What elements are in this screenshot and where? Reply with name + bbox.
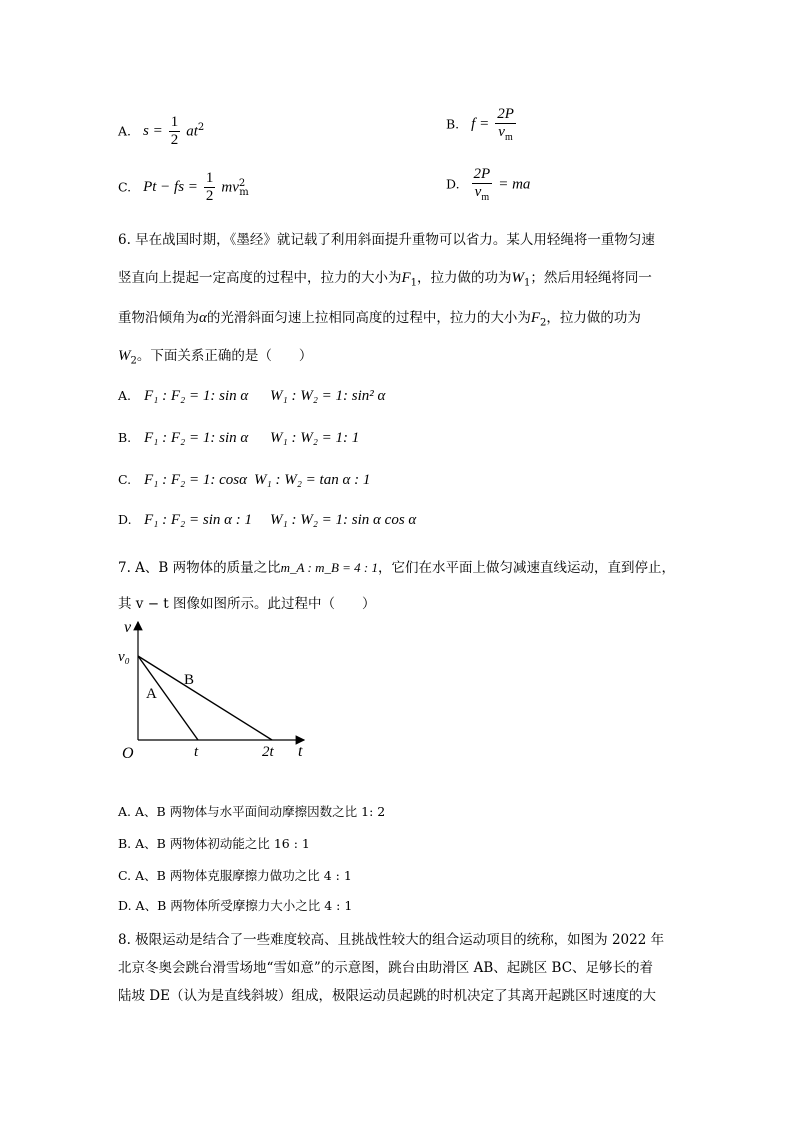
q6-line-4 — [118, 344, 312, 367]
q7-option-a — [118, 802, 385, 820]
q5-option-d — [446, 166, 530, 204]
q5-option-b-lhs: f = — [471, 116, 490, 133]
q6-alpha: α — [199, 310, 207, 326]
q5-option-c-lhs: Pt − fs = — [143, 179, 198, 196]
q6-option-d-f: F₁ : F₂ = sin α : 1 — [144, 512, 252, 528]
q7-option-b-text: A、B 两物体初动能之比 16 : 1 — [135, 836, 310, 851]
q6-line-2a: 竖直向上提起一定高度的过程中，拉力的大小为 — [118, 270, 402, 286]
q6-line-3c: ，拉力做的功为 — [546, 310, 641, 326]
q8-line-3: 陆坡 DE（认为是直线斜坡）组成，极限运动员起跳的时机决定了其离开起跳区时速度的大 — [118, 988, 656, 1004]
q7-t-tick: t — [194, 744, 199, 760]
q6-option-d-w: W₁ : W₂ = 1: sin α cos α — [270, 512, 417, 528]
q7-option-d-label: D. — [118, 898, 132, 913]
q7-option-b — [118, 834, 310, 852]
q6-option-a — [118, 388, 385, 405]
q6-line-2c: ；然后用轻绳将同一 — [530, 270, 652, 286]
q5-option-d-den: v — [474, 184, 482, 201]
q6-option-c-w: W₁ : W₂ = tan α : 1 — [254, 472, 371, 488]
q6-line-2b: ，拉力做的功为 — [417, 270, 512, 286]
q5-option-d-rhs: = ma — [498, 176, 531, 193]
q6-option-c-f: F₁ : F₂ = 1: cosα — [144, 472, 247, 488]
q7-line-1a: 7. A、B 两物体的质量之比 — [118, 560, 281, 576]
q5-option-b-den-sub: m — [504, 132, 513, 144]
q7-line-b — [138, 656, 272, 740]
q8-line-1: 8. 极限运动是结合了一些难度较高、且挑战性较大的组合运动项目的统称，如图为 2022 年 — [118, 932, 665, 948]
q7-line-1b: ，它们在水平面上做匀减速直线运动，直到停止， — [378, 560, 675, 576]
q7-option-c-text: A、B 两物体克服摩擦力做功之比 4 : 1 — [135, 868, 352, 883]
q7-option-b-label: B. — [118, 836, 132, 851]
q5-option-d-fraction — [472, 166, 493, 204]
q7-origin-label: O — [122, 745, 134, 762]
q6-option-a-label: A. — [118, 388, 132, 403]
q5-option-c-num: 1 — [204, 170, 216, 188]
q7-mass-ratio: m_A : m_B = 4 : 1 — [280, 560, 378, 575]
q6-option-d — [118, 512, 416, 529]
q7-option-d-text: A、B 两物体所受摩擦力大小之比 4 : 1 — [135, 898, 353, 913]
q6-option-c — [118, 472, 370, 489]
q5-option-c-rhs: mv — [221, 179, 239, 196]
q5-option-a-num: 1 — [169, 114, 181, 132]
q6-f2: F — [530, 310, 541, 326]
q6-line-1: 6. 早在战国时期，《墨经》就记载了利用斜面提升重物可以省力。某人用轻绳将一重物匀速 — [118, 232, 655, 248]
q6-w1-sub: 1 — [524, 277, 531, 289]
q6-option-b-w: W₁ : W₂ = 1: 1 — [270, 430, 360, 446]
q7-vt-graph — [112, 616, 322, 762]
q5-option-a-lhs: s = — [143, 123, 163, 140]
q6-w2: W — [118, 348, 131, 364]
q6-option-a-w: W₁ : W₂ = 1: sin² α — [270, 388, 386, 404]
q5-option-c-sub: m — [239, 186, 249, 198]
q5-option-b-den: v — [498, 124, 505, 141]
q6-line-3 — [118, 306, 641, 329]
q6-line-4-text: 。下面关系正确的是（ ） — [136, 348, 313, 364]
q7-option-c — [118, 866, 352, 884]
q5-option-d-label: D. — [446, 176, 460, 192]
q7-line-b-label: B — [184, 672, 195, 688]
q6-line-2 — [118, 266, 652, 289]
q5-option-c-sup: 2 — [238, 178, 246, 190]
q5-option-c-fraction — [204, 170, 216, 206]
q6-option-b-f: F₁ : F₂ = 1: sin α — [144, 430, 249, 446]
q7-option-d — [118, 896, 352, 914]
q5-option-b-fraction — [495, 106, 516, 144]
q5-option-b — [446, 106, 518, 144]
q6-w2-sub: 2 — [130, 355, 137, 367]
q7-option-a-label: A. — [118, 804, 132, 819]
q6-f1: F — [401, 270, 411, 286]
q7-option-a-text: A、B 两物体与水平面间动摩擦因数之比 1: 2 — [135, 804, 386, 819]
q5-option-b-label: B. — [446, 116, 460, 132]
q6-line-3b: 的光滑斜面匀速上拉相同高度的过程中，拉力的大小为 — [206, 310, 531, 326]
q6-option-b — [118, 430, 359, 447]
q6-line-3a: 重物沿倾角为 — [118, 310, 199, 326]
q5-option-c-label: C. — [118, 179, 132, 195]
q6-f1-sub: 1 — [410, 277, 418, 289]
q6-f2-sub: 2 — [540, 317, 547, 329]
q6-w1: W — [511, 270, 525, 286]
q6-option-c-label: C. — [118, 472, 132, 487]
q5-option-b-num: 2P — [495, 106, 516, 124]
q5-option-a-den: 2 — [170, 132, 179, 149]
q7-option-c-label: C. — [118, 868, 132, 883]
q6-option-a-f: F₁ : F₂ = 1: sin α — [144, 388, 249, 404]
q5-option-a-sup: 2 — [197, 122, 205, 134]
q5-option-a-rhs: at — [186, 123, 198, 140]
q7-line-2: 其 v − t 图像如图所示。此过程中（ ） — [118, 596, 376, 612]
q7-y-label: v — [124, 619, 132, 636]
q7-x-label: t — [298, 743, 303, 760]
q6-option-b-label: B. — [118, 430, 132, 445]
q5-option-a-label: A. — [118, 123, 132, 139]
q5-option-c-den: 2 — [205, 188, 214, 205]
q6-option-d-label: D. — [118, 512, 132, 527]
q5-option-a — [118, 114, 204, 150]
q5-option-c — [118, 170, 249, 206]
q5-option-d-num: 2P — [472, 166, 493, 184]
q8-line-2: 北京冬奥会跳台滑雪场地“雪如意”的示意图，跳台由助滑区 AB、起跳区 BC、足够长的着 — [118, 960, 654, 976]
q7-v0-label: v₀ — [118, 649, 130, 665]
q7-line-1 — [118, 556, 675, 576]
q5-option-a-fraction — [169, 114, 181, 150]
q7-2t-tick: 2t — [262, 744, 274, 760]
q5-option-d-den-sub: m — [481, 192, 490, 204]
q7-line-a-label: A — [146, 686, 157, 702]
